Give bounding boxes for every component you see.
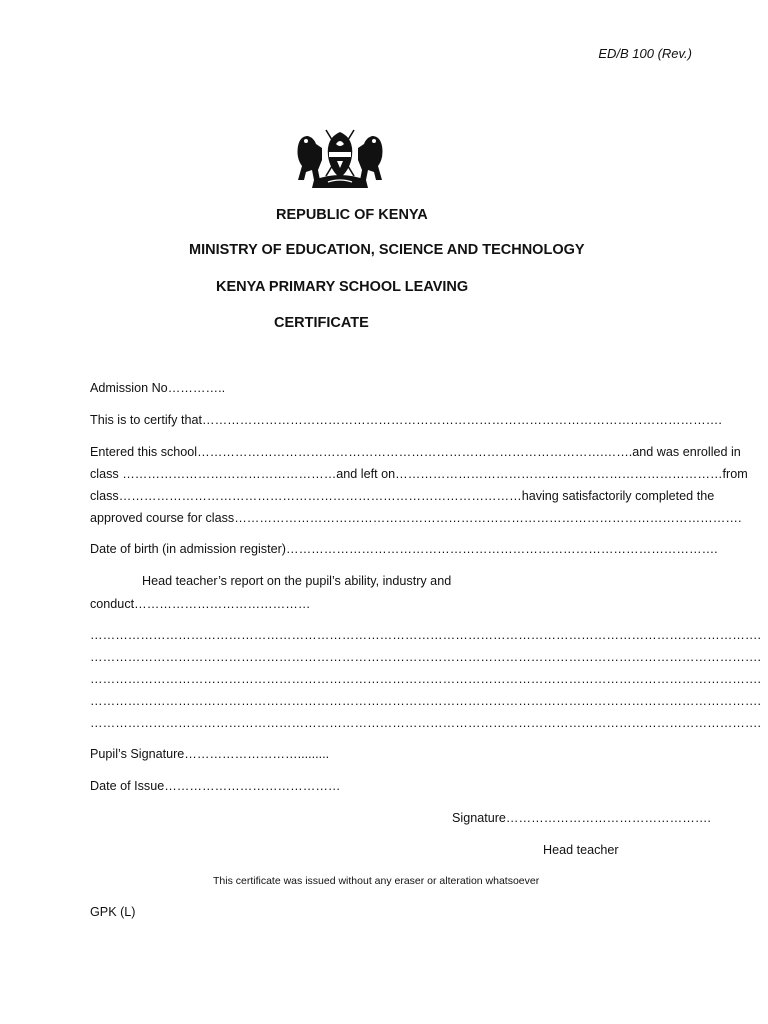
blank-line: …………………………………………………………………………………………………………………………………………….: [90, 716, 761, 730]
signature-line: Signature………………………………………….: [452, 811, 711, 825]
blank-line: …………………………………………………………………………………………………………………………………………….: [90, 628, 761, 642]
certificate-title: KENYA PRIMARY SCHOOL LEAVING: [216, 279, 469, 295]
entered-line-4: approved course for class………………………………………………………………………………………………………….: [90, 511, 742, 525]
admission-number: Admission No…………..: [90, 381, 226, 395]
kenya-coat-of-arms-icon: [292, 126, 388, 190]
republic-heading: REPUBLIC OF KENYA: [276, 207, 428, 223]
date-of-issue-line: Date of Issue……………………………………: [90, 779, 341, 793]
blank-line: …………………………………………………………………………………………………………………………………………….: [90, 672, 761, 686]
ministry-heading: MINISTRY OF EDUCATION, SCIENCE AND TECHNOLOGY: [189, 242, 585, 258]
footer-note: This certificate was issued without any eraser or alteration whatsoever: [213, 875, 540, 887]
certify-line: This is to certify that…………………………………………………………………………………………………………….: [90, 413, 722, 427]
entered-line-1: Entered this school…………………………………………………………………………………….…….and was enrolled in: [90, 445, 741, 459]
entered-line-3: class……………………………………………………………………………………having satisfactorily completed the: [90, 489, 715, 503]
head-teacher-label: Head teacher: [543, 843, 619, 857]
blank-line: …………………………………………………………………………………………………………………………………………….: [90, 650, 761, 664]
certificate-word: CERTIFICATE: [274, 315, 369, 331]
date-of-birth-line: Date of birth (in admission register)………………………………………………………………………………………….: [90, 542, 718, 556]
report-line-1: Head teacher’s report on the pupil’s ability, industry and: [142, 574, 452, 588]
blank-line: …………………………………………………………………………………………………………………………………………….: [90, 694, 761, 708]
entered-line-2: class ……………………………………………and left on……………………………………………………………………from: [90, 467, 748, 481]
pupil-signature-line: Pupil’s Signature……………………….........: [90, 747, 330, 761]
report-line-2: conduct……………………………………: [90, 597, 311, 611]
gpk-mark: GPK (L): [90, 905, 136, 919]
form-reference: ED/B 100 (Rev.): [598, 46, 692, 61]
